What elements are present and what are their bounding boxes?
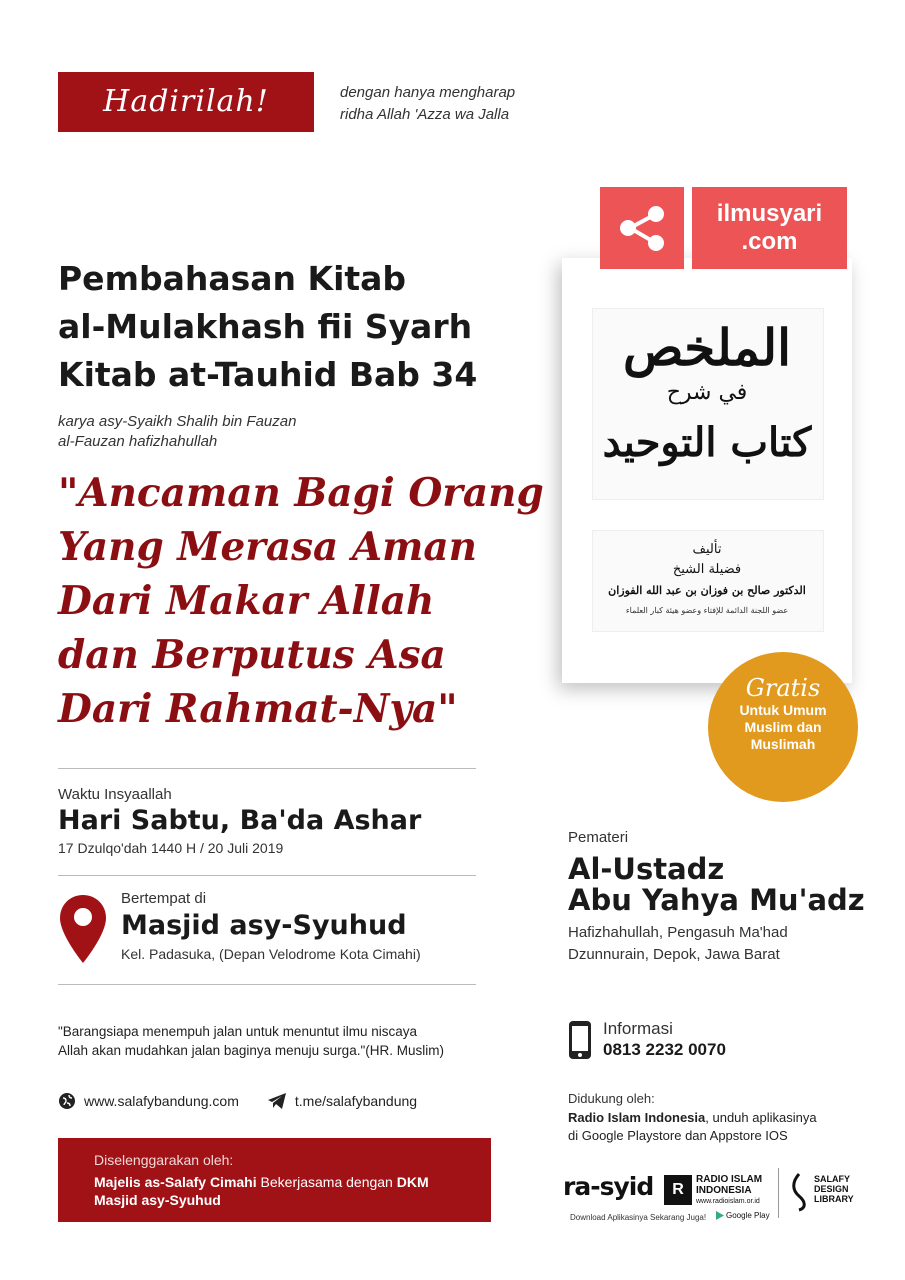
divider <box>58 875 476 876</box>
theme-line-5: Dari Rahmat-Nya" <box>58 686 458 732</box>
salafy-design-logo <box>814 1174 854 1204</box>
salafy-line-1: SALAFY <box>814 1174 850 1184</box>
hadith-quote <box>58 1022 498 1060</box>
ilmusyari-line-2: .com <box>741 228 798 255</box>
salafy-line-2: DESIGN <box>814 1184 849 1194</box>
support-rest: , unduh aplikasinya <box>705 1110 817 1125</box>
rii-logo-text <box>696 1174 762 1207</box>
time-label: Waktu Insyaallah <box>58 786 172 803</box>
phone-icon <box>568 1020 592 1060</box>
book-arabic-title-2: في شرح <box>666 380 748 405</box>
speaker-name-2: Abu Yahya Mu'adz <box>568 883 865 917</box>
share-button[interactable] <box>600 187 684 269</box>
location-pin-icon <box>58 893 108 965</box>
ridha-line-2: ridha Allah 'Azza wa Jalla <box>340 106 510 123</box>
telegram-link[interactable]: t.me/salafybandung <box>294 1093 418 1109</box>
divider <box>58 768 476 769</box>
speaker-desc-1: Hafizhahullah, Pengasuh Ma'had <box>568 924 788 941</box>
organizer-mid: Bekerjasama dengan <box>256 1174 397 1190</box>
title-line-2: al-Mulakhash fii Syarh <box>58 307 473 346</box>
rii-line-2: INDONESIA <box>696 1185 752 1196</box>
support-name: Radio Islam Indonesia <box>568 1110 706 1125</box>
book-arabic-title-1: الملخص <box>622 318 792 377</box>
speaker-desc-2: Dzunnurain, Depok, Jawa Barat <box>568 946 780 963</box>
speaker-desc <box>568 922 788 966</box>
rii-line-1: RADIO ISLAM <box>696 1174 763 1185</box>
book-arabic-title-3: كتاب التوحيد <box>602 419 812 466</box>
place-value: Masjid asy-Syuhud <box>121 910 407 941</box>
time-date: 17 Dzulqo'dah 1440 H / 20 Juli 2019 <box>58 840 284 856</box>
website-link[interactable]: www.salafybandung.com <box>84 1093 239 1109</box>
logo-divider <box>778 1168 779 1218</box>
hadirilah-badge: Hadirilah! <box>58 72 314 132</box>
time-value: Hari Sabtu, Ba'da Ashar <box>58 805 422 836</box>
organizer-org2: DKM <box>396 1174 429 1190</box>
ilmusyari-line-1: ilmusyari <box>716 200 823 227</box>
theme-line-2: Yang Merasa Aman <box>58 524 478 570</box>
gratis-line-1: Untuk Umum <box>739 702 827 718</box>
author-line-2: al-Fauzan hafizhahullah <box>58 433 218 450</box>
rii-url: www.radioislam.or.id <box>696 1198 760 1205</box>
google-play-icon <box>716 1211 724 1220</box>
place-address: Kel. Padasuka, (Depan Velodrome Kota Cimahi) <box>121 946 421 962</box>
ridha-line-1: dengan hanya mengharap <box>340 84 516 101</box>
gratis-line-3: Muslimah <box>750 736 816 752</box>
ridha-text <box>340 82 580 126</box>
share-icon <box>600 187 684 269</box>
speaker-name-1: Al-Ustadz <box>568 852 725 886</box>
theme-quote <box>58 466 578 736</box>
hadith-line-2: Allah akan mudahkan jalan baginya menuju surga."(HR. Muslim) <box>58 1043 444 1058</box>
salafy-design-logo-icon <box>788 1172 810 1212</box>
author-text <box>58 412 458 452</box>
organizer-text <box>94 1173 484 1209</box>
salafy-line-3: LIBRARY <box>814 1194 854 1204</box>
theme-line-1: "Ancaman Bagi Orang <box>58 470 544 516</box>
divider <box>58 984 476 985</box>
theme-line-3: Dari Makar Allah <box>58 578 435 624</box>
hadith-line-1: "Barangsiapa menempuh jalan untuk menuntut ilmu niscaya <box>58 1024 418 1039</box>
book-arabic-name-1: فضيلة الشيخ <box>672 562 742 577</box>
book-arabic-name-2: الدكتور صالح بن فوزان بن عبد الله الفوزان <box>608 584 806 597</box>
rasyid-logo: ra-syid <box>563 1172 654 1201</box>
support-line-2: di Google Playstore dan Appstore IOS <box>568 1128 788 1143</box>
title-line-1: Pembahasan Kitab <box>58 259 407 298</box>
info-phone[interactable]: 0813 2232 0070 <box>603 1040 726 1059</box>
globe-icon <box>58 1092 76 1110</box>
organizer-org2b: Masjid asy-Syuhud <box>94 1192 221 1208</box>
gratis-badge <box>708 652 858 802</box>
support-text <box>568 1109 868 1145</box>
contact-links <box>58 1092 417 1110</box>
download-text: Download Aplikasinya Sekarang Juga! <box>570 1213 707 1222</box>
speaker-label: Pemateri <box>568 829 629 846</box>
support-label: Didukung oleh: <box>568 1091 655 1106</box>
rii-logo-icon: R <box>664 1175 692 1205</box>
title-line-3: Kitab at-Tauhid Bab 34 <box>58 355 478 394</box>
theme-line-4: dan Berputus Asa <box>58 632 446 678</box>
book-arabic-by: تأليف <box>692 542 722 557</box>
gratis-script: Gratis <box>745 674 821 702</box>
book-arabic-name-3: عضو اللجنة الدائمة للإفتاء وعضو هيئة كبار العلماء <box>625 606 789 615</box>
author-line-1: karya asy-Syaikh Shalih bin Fauzan <box>58 413 297 430</box>
telegram-icon <box>267 1092 287 1110</box>
google-play-badge[interactable] <box>716 1211 770 1220</box>
place-label: Bertempat di <box>121 890 207 907</box>
google-play-label: Google Play <box>726 1211 770 1220</box>
event-title <box>58 255 558 399</box>
organizer-box <box>58 1138 491 1222</box>
ilmusyari-logo[interactable] <box>692 187 847 269</box>
gratis-line-2: Muslim dan <box>744 719 822 735</box>
organizer-org1: Majelis as-Salafy Cimahi <box>94 1174 257 1190</box>
book-cover <box>562 258 852 683</box>
organizer-label: Diselenggarakan oleh: <box>94 1152 234 1168</box>
info-label: Informasi <box>603 1019 673 1038</box>
